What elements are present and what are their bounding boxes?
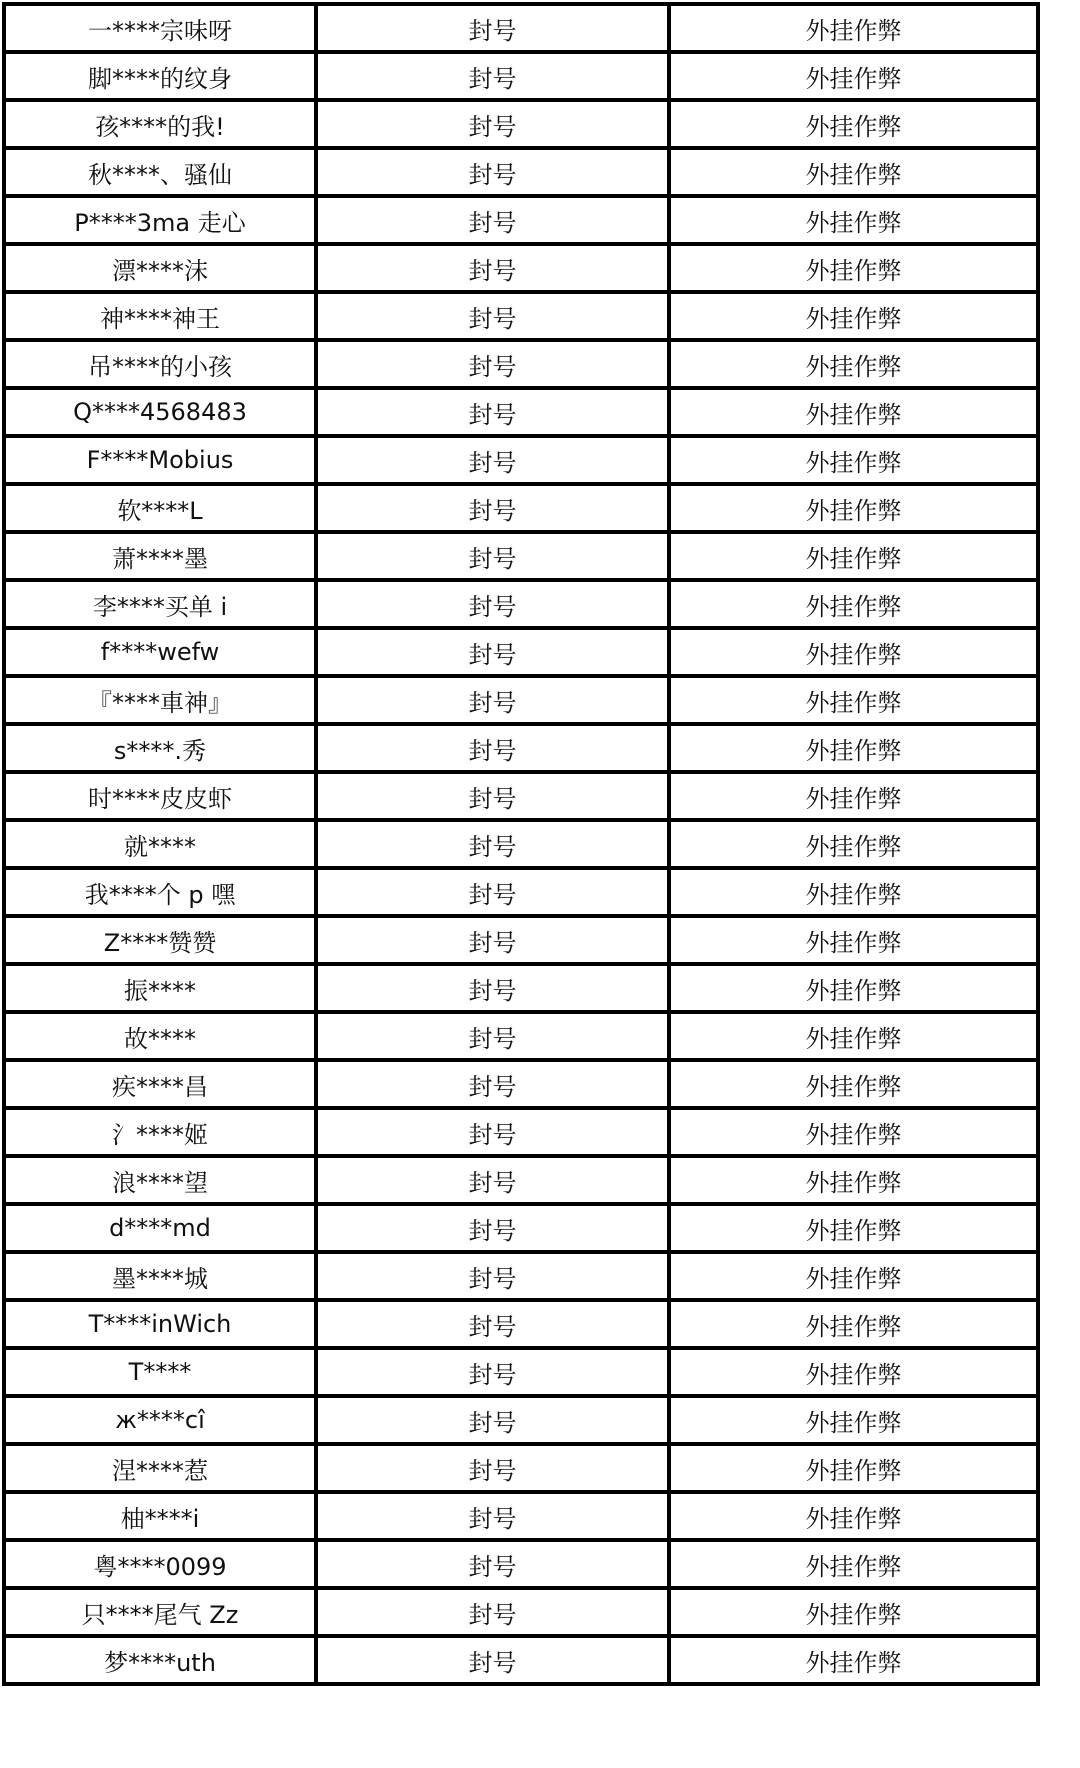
reason-cell: 外挂作弊 [669,244,1038,292]
player-name-cell: 柚****i [4,1492,316,1540]
penalty-cell: 封号 [316,196,669,244]
reason-cell: 外挂作弊 [669,1012,1038,1060]
table-row [4,868,1038,916]
penalty-cell: 封号 [316,772,669,820]
player-name-cell: 梦****uth [4,1636,316,1684]
reason-cell: 外挂作弊 [669,916,1038,964]
table-row [4,1492,1038,1540]
table-row [4,1252,1038,1300]
reason-cell: 外挂作弊 [669,1588,1038,1636]
table-row [4,148,1038,196]
penalty-cell: 封号 [316,292,669,340]
penalty-cell: 封号 [316,1636,669,1684]
table-row [4,1108,1038,1156]
reason-cell: 外挂作弊 [669,388,1038,436]
player-name-cell: 时****皮皮虾 [4,772,316,820]
penalty-cell: 封号 [316,628,669,676]
reason-cell: 外挂作弊 [669,1540,1038,1588]
penalty-cell: 封号 [316,1252,669,1300]
reason-cell: 外挂作弊 [669,1252,1038,1300]
reason-cell: 外挂作弊 [669,1300,1038,1348]
penalty-cell: 封号 [316,484,669,532]
player-name-cell: F****Mobius [4,436,316,484]
reason-cell: 外挂作弊 [669,676,1038,724]
player-name-cell: 氵****姬 [4,1108,316,1156]
player-name-cell: 就**** [4,820,316,868]
penalty-cell: 封号 [316,1204,669,1252]
penalty-cell: 封号 [316,244,669,292]
penalty-cell: 封号 [316,148,669,196]
reason-cell: 外挂作弊 [669,868,1038,916]
player-name-cell: 只****尾气 Zz [4,1588,316,1636]
penalty-cell: 封号 [316,436,669,484]
penalty-cell: 封号 [316,964,669,1012]
player-name-cell: 疾****昌 [4,1060,316,1108]
table-row [4,388,1038,436]
player-name-cell: 软****L [4,484,316,532]
player-name-cell: 浪****望 [4,1156,316,1204]
table-row [4,4,1038,52]
penalty-cell: 封号 [316,1492,669,1540]
table-row [4,436,1038,484]
table-row [4,1348,1038,1396]
table-row [4,1060,1038,1108]
player-name-cell: f****wefw [4,628,316,676]
player-name-cell: 李****买单 i [4,580,316,628]
penalty-cell: 封号 [316,532,669,580]
penalty-cell: 封号 [316,1444,669,1492]
penalty-cell: 封号 [316,580,669,628]
table-row [4,292,1038,340]
reason-cell: 外挂作弊 [669,964,1038,1012]
reason-cell: 外挂作弊 [669,532,1038,580]
table-row [4,628,1038,676]
reason-cell: 外挂作弊 [669,52,1038,100]
table-row [4,676,1038,724]
table-row [4,244,1038,292]
player-name-cell: ж****cî [4,1396,316,1444]
penalty-cell: 封号 [316,868,669,916]
reason-cell: 外挂作弊 [669,1396,1038,1444]
player-name-cell: Q****4568483 [4,388,316,436]
table-row [4,1636,1038,1684]
player-name-cell: 故**** [4,1012,316,1060]
penalty-cell: 封号 [316,1300,669,1348]
reason-cell: 外挂作弊 [669,724,1038,772]
penalty-cell: 封号 [316,52,669,100]
player-name-cell: 一****宗味呀 [4,4,316,52]
reason-cell: 外挂作弊 [669,148,1038,196]
reason-cell: 外挂作弊 [669,196,1038,244]
penalty-cell: 封号 [316,1588,669,1636]
reason-cell: 外挂作弊 [669,340,1038,388]
reason-cell: 外挂作弊 [669,772,1038,820]
table-row [4,724,1038,772]
player-name-cell: 漂****沫 [4,244,316,292]
penalty-cell: 封号 [316,1396,669,1444]
penalty-cell: 封号 [316,340,669,388]
penalty-cell: 封号 [316,388,669,436]
reason-cell: 外挂作弊 [669,580,1038,628]
penalty-cell: 封号 [316,724,669,772]
table-row [4,1300,1038,1348]
penalty-cell: 封号 [316,1060,669,1108]
table-row [4,1156,1038,1204]
penalty-cell: 封号 [316,1540,669,1588]
reason-cell: 外挂作弊 [669,292,1038,340]
table-row [4,1444,1038,1492]
reason-cell: 外挂作弊 [669,1108,1038,1156]
table-row [4,196,1038,244]
penalty-cell: 封号 [316,1108,669,1156]
reason-cell: 外挂作弊 [669,1156,1038,1204]
table-row [4,820,1038,868]
table-row [4,52,1038,100]
penalty-cell: 封号 [316,1156,669,1204]
player-name-cell: T****inWich [4,1300,316,1348]
table-row [4,1012,1038,1060]
player-name-cell: 涅****惹 [4,1444,316,1492]
reason-cell: 外挂作弊 [669,1204,1038,1252]
player-name-cell: 吊****的小孩 [4,340,316,388]
player-name-cell: 我****个 p 嘿 [4,868,316,916]
reason-cell: 外挂作弊 [669,628,1038,676]
penalty-cell: 封号 [316,676,669,724]
player-name-cell: 萧****墨 [4,532,316,580]
reason-cell: 外挂作弊 [669,436,1038,484]
penalty-cell: 封号 [316,1348,669,1396]
reason-cell: 外挂作弊 [669,1348,1038,1396]
table-row [4,1588,1038,1636]
table-row [4,340,1038,388]
penalty-cell: 封号 [316,820,669,868]
table-row [4,580,1038,628]
reason-cell: 外挂作弊 [669,100,1038,148]
reason-cell: 外挂作弊 [669,1492,1038,1540]
reason-cell: 外挂作弊 [669,1060,1038,1108]
player-name-cell: 脚****的纹身 [4,52,316,100]
reason-cell: 外挂作弊 [669,1636,1038,1684]
player-name-cell: Z****赞赞 [4,916,316,964]
penalty-cell: 封号 [316,1012,669,1060]
table-row [4,964,1038,1012]
ban-list-body [4,4,1038,1684]
reason-cell: 外挂作弊 [669,820,1038,868]
table-row [4,916,1038,964]
penalty-cell: 封号 [316,4,669,52]
player-name-cell: 秋****、骚仙 [4,148,316,196]
reason-cell: 外挂作弊 [669,4,1038,52]
reason-cell: 外挂作弊 [669,484,1038,532]
table-row [4,532,1038,580]
table-row [4,100,1038,148]
table-row [4,772,1038,820]
player-name-cell: 『****車神』 [4,676,316,724]
player-name-cell: 墨****城 [4,1252,316,1300]
table-row [4,1540,1038,1588]
player-name-cell: 神****神王 [4,292,316,340]
player-name-cell: P****3ma 走心 [4,196,316,244]
table-row [4,1204,1038,1252]
ban-list-table [2,2,1040,1686]
player-name-cell: 孩****的我! [4,100,316,148]
player-name-cell: 振**** [4,964,316,1012]
table-row [4,484,1038,532]
penalty-cell: 封号 [316,100,669,148]
player-name-cell: 粤****0099 [4,1540,316,1588]
player-name-cell: T**** [4,1348,316,1396]
table-row [4,1396,1038,1444]
player-name-cell: s****.秀 [4,724,316,772]
penalty-cell: 封号 [316,916,669,964]
reason-cell: 外挂作弊 [669,1444,1038,1492]
player-name-cell: d****md [4,1204,316,1252]
